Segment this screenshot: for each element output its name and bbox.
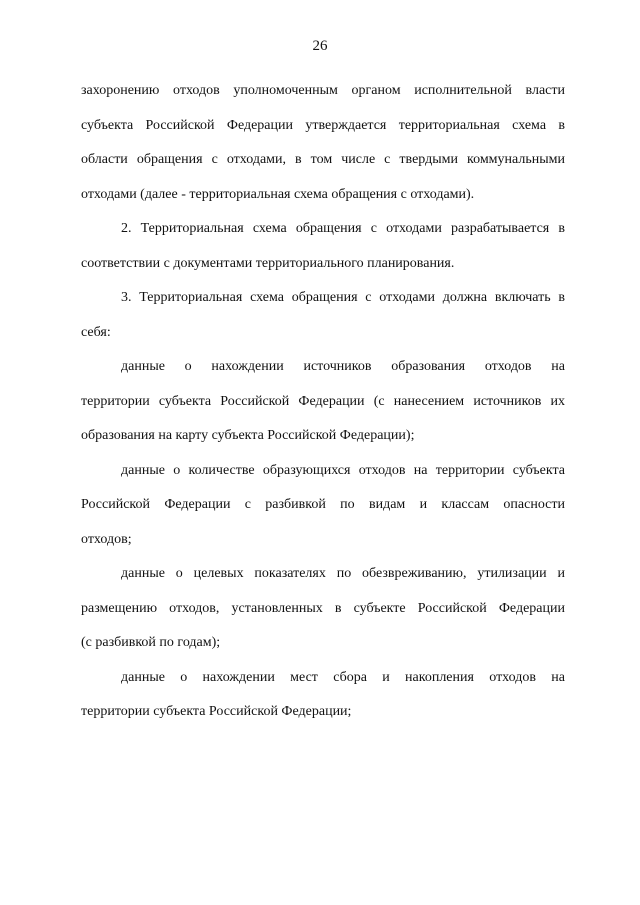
text-line: субъекта Российской Федерации утверждается территориальная схема в xyxy=(81,117,565,133)
text-line: образования на карту субъекта Российской Федерации); xyxy=(81,428,415,443)
page-number: 26 xyxy=(312,38,328,54)
paragraph-2-line: 2. Территориальная схема обращения с отходами разрабатывается в xyxy=(121,221,565,236)
document-body xyxy=(81,74,565,730)
text-line: (с разбивкой по годам); xyxy=(81,635,221,650)
text-line: области обращения с отходами, в том числе с твердыми коммунальными xyxy=(81,152,565,167)
list-item-line: данные о целевых показателях по обезвреживанию, утилизации и xyxy=(121,566,565,581)
text-line: отходов; xyxy=(81,531,132,547)
text-line: территории субъекта Российской Федерации (с нанесением источников их xyxy=(81,393,565,409)
text-line: размещению отходов, установленных в субъекте Российской Федерации xyxy=(81,600,565,616)
text-line: себя: xyxy=(81,324,111,340)
text-line: соответствии с документами территориального планирования. xyxy=(81,255,455,271)
list-item-line: данные о количестве образующихся отходов на территории субъекта xyxy=(121,462,565,478)
text-line: захоронению отходов уполномоченным органом исполнительной власти xyxy=(81,83,565,98)
list-item-line: данные о нахождении источников образования отходов на xyxy=(121,359,565,374)
text-line: территории субъекта Российской Федерации; xyxy=(81,704,352,719)
text-line: Российской Федерации с разбивкой по видам и классам опасности xyxy=(81,497,565,512)
text-line: отходами (далее - территориальная схема обращения с отходами). xyxy=(81,186,475,202)
list-item-line: данные о нахождении мест сбора и накопления отходов на xyxy=(121,669,565,685)
paragraph-3-line: 3. Территориальная схема обращения с отходами должна включать в xyxy=(121,290,565,305)
